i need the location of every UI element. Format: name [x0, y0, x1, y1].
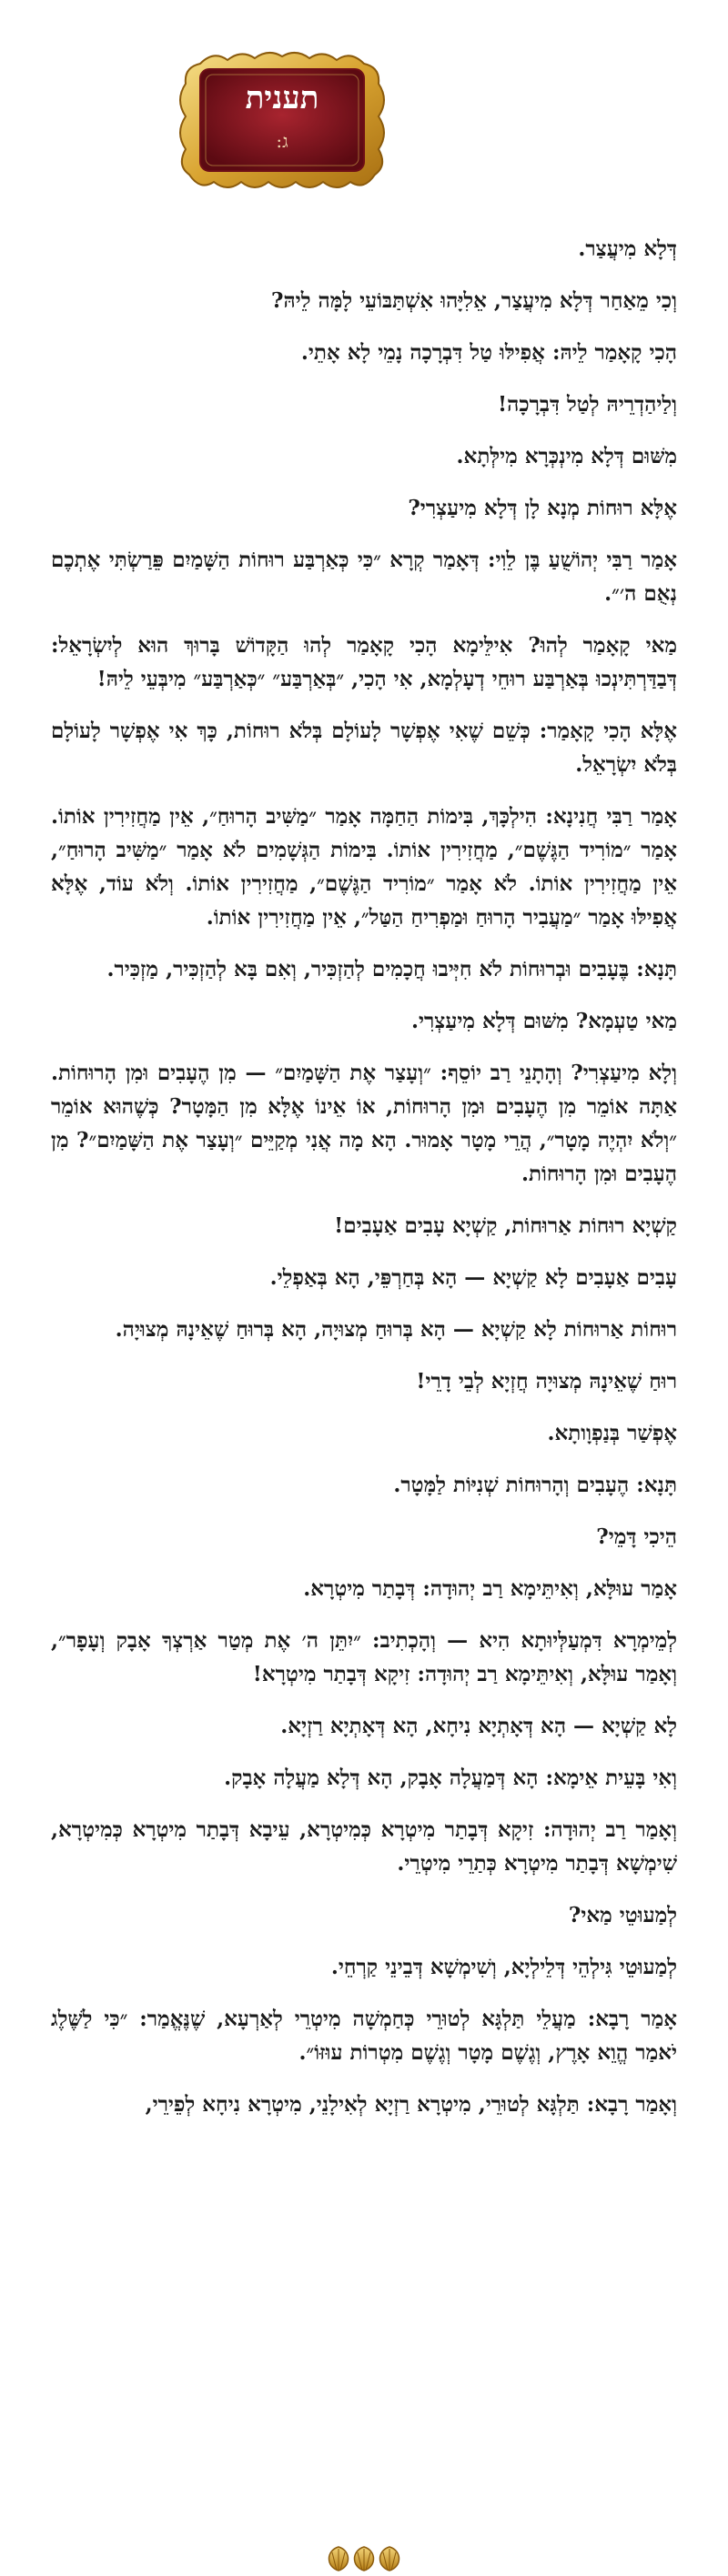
paragraph: אָמַר רַבִּי יְהוֹשֻׁעַ בֶּן לֵוִי: דְּאָמַר קְרָא ״כִּי כְּאַרְבַּע רוּחוֹת הַשָּׁמַיִם פֵּרַשְׂתִּי אֶתְכֶם נְאֻם ה׳״. [51, 548, 677, 606]
paragraph: אָמַר רַבִּי חֲנִינָא: הִילְכָּךְ, בִּימוֹת הַחַמָּה אָמַר ״מַשִּׁיב הָרוּחַ״, אֵין מַחֲזִירִין אוֹתוֹ. אָמַר ״מוֹרִיד הַגֶּשֶׁם״, מַחֲזִירִין אוֹתוֹ. בִּימוֹת הַגְּשָׁמִים לֹא אָמַר ״מַשִּׁיב הָרוּחַ״, אֵין מַחֲזִירִין אוֹתוֹ. לֹא אָמַר ״מוֹרִיד הַגֶּשֶׁם״, מַחֲזִירִין אוֹתוֹ. וְלֹא עוֹד, אֶלָּא אֲפִילּוּ אָמַר ״מַעֲבִיר הָרוּחַ וּמַפְרִיחַ הַטַּל״, אֵין מַחֲזִירִין אוֹתוֹ. [51, 804, 677, 930]
paragraph: קַשְׁיָא רוּחוֹת אַרוּחוֹת, קַשְׁיָא עָבִים אַעָבִים! [334, 1213, 677, 1238]
paragraph: לָא קַשְׁיָא — הָא דְּאָתְיָא נִיחָא, הָא דְּאָתְיָא רַזְיָא. [280, 1714, 677, 1738]
paragraph: אָמַר רָבָא: מַעֲלֵי תַּלְגָּא לְטוּרֵי כְּחַמְשָׁה מִיטְרֵי לְאַרְעָא, שֶׁנֶּאֱמַר: ״כִּי לַשֶּׁלֶג יֹאמַר הֱוֵא אָרֶץ, וְגֶשֶׁם מָטָר וְגֶשֶׁם מִטְרוֹת עוּזּוֹ״. [51, 2007, 677, 2065]
paragraph: הֵיכִי דָּמֵי? [596, 1524, 677, 1549]
page-reference: ג: [276, 130, 288, 152]
paragraph: תָּנָא: בֶּעָבִים וּבְרוּחוֹת לֹא חִיְּיבוּ חֲכָמִים לְהַזְכִּיר, וְאִם בָּא לְהַזְכִּיר, מַזְכִּיר. [106, 957, 677, 981]
paragraph: וְאָמַר רַב יְהוּדָה: זִיקָא דְּבָתַר מִיטְרָא כְּמִיטְרָא, עֵיבָא דְּבָתַר מִיטְרָא כְּמִיטְרָא, שִׁימְשָׁא דְּבָתַר מִיטְרָא כְּתַרֵי מִיטְרֵי. [51, 1817, 677, 1876]
paragraph: רוּחוֹת אַרוּחוֹת לָא קַשְׁיָא — הָא בְּרוּחַ מְצוּיָה, הָא בְּרוּחַ שֶׁאֵינָהּ מְצוּיָה. [115, 1317, 677, 1342]
paragraph: אֶפְשַׁר בְּנַפְוָותָא. [547, 1421, 677, 1445]
paragraph: וְלָא מִיעַצְרִי? וְהָתָנֵי רַב יוֹסֵף: ״וְעָצַר אֶת הַשָּׁמַיִם״ — מִן הֶעָבִים וּמִן הָרוּחוֹת. אַתָּה אוֹמֵר מִן הֶעָבִים וּמִן הָרוּחוֹת, אוֹ אֵינוֹ אֶלָּא מִן הַמָּטָר? כְּשֶׁהוּא אוֹמֵר ״וְלֹא יִהְיֶה מָטָר״, הֲרֵי מָטָר אָמוּר. הָא מָה אֲנִי מְקַיֵּים ״וְעָצַר אֶת הַשָּׁמַיִם״? מִן הֶעָבִים וּמִן הָרוּחוֹת. [51, 1061, 677, 1186]
paragraph: וְלַיהַדְרֵיהּ לְטַל דִּבְרָכָה! [498, 392, 677, 417]
paragraph: אָמַר עוּלָּא, וְאִיתֵּימָא רַב יְהוּדָה: דְּבָתַר מִיטְרָא. [303, 1576, 677, 1601]
paragraph: לְמַעוּטֵי גִּילְהֵי דְּלֵילְיָא, וְשִׁימְשָׁא דְּבֵינֵי קַרְחֵי. [330, 1955, 677, 1979]
shell-ornament-icon [0, 2540, 728, 2576]
paragraph: וְאִי בָּעֵית אֵימָא: הָא דְּמַעֲלָה אָבָק, הָא דְּלָא מַעֲלָה אָבָק. [224, 1766, 677, 1790]
talmud-text [51, 232, 677, 2139]
paragraph: דְּלָא מִיעֲצַר. [578, 236, 677, 261]
paragraph: מִשּׁוּם דְּלָא מִינְכְּרָא מִילְּתָא. [456, 444, 677, 468]
paragraph: הָכִי קָאָמַר לֵיהּ: אֲפִילּוּ טַל דִּבְרָכָה נָמֵי לָא אָתֵי. [300, 340, 677, 365]
paragraph: רוּחַ שֶׁאֵינָהּ מְצוּיָה חֲזְיָא לְבֵי דָרֵי! [416, 1369, 677, 1394]
paragraph: וְכִי מֵאַחַר דְּלָא מִיעֲצַר, אֵלִיָּהוּ אִשְׁתַּבּוֹעֵי לָמָּה לֵיהּ? [270, 288, 677, 313]
paragraph: תָּנָא: הֶעָבִים וְהָרוּחוֹת שְׁנִיּוֹת לַמָּטָר. [393, 1473, 677, 1497]
paragraph: מַאי קָאָמַר לְהוּ? אִילֵּימָא הָכִי קָאָמַר לְהוּ הַקָּדוֹשׁ בָּרוּךְ הוּא לְיִשְׂרָאֵל: דְּבַדַּרְתִּינְכוּ בְּאַרְבַּע רוּחֵי דְעָלְמָא, אִי הָכִי, ״בְּאַרְבַּע״ ״כְּאַרְבַּע״ מִיבְּעֵי לֵיהּ! [51, 633, 677, 691]
ornamental-frame [173, 45, 391, 196]
footer-ornament [0, 2540, 728, 2576]
title-banner [173, 45, 391, 196]
paragraph: אֶלָּא רוּחוֹת מְנָא לָן דְּלָא מִיעַצְרִי? [408, 496, 677, 520]
paragraph: מַאי טַעְמָא? מִשּׁוּם דְּלָא מִיעַצְרִי. [410, 1009, 677, 1033]
paragraph: לְמַעוּטֵי מַאי? [568, 1903, 677, 1927]
paragraph: אֶלָּא הָכִי קָאָמַר: כְּשֵׁם שֶׁאִי אֶפְשָׁר לָעוֹלָם בְּלֹא רוּחוֹת, כָּךְ אִי אֶפְשָׁר לָעוֹלָם בְּלֹא יִשְׂרָאֵל. [51, 719, 677, 777]
paragraph: עָבִים אַעָבִים לָא קַשְׁיָא — הָא בְּחַרְפֵּי, הָא בְּאַפְלֵי. [269, 1265, 677, 1290]
tractate-title: תענית [245, 80, 319, 116]
paragraph: לְמֵימְרָא דִּמְעַלְּיוּתָא הִיא — וְהָכְתִיב: ״יִתֵּן ה׳ אֶת מְטַר אַרְצְךָ אָבָק וְעָפָר״, וְאָמַר עוּלָּא, וְאִיתֵּימָא רַב יְהוּדָה: זִיקָא דְּבָתַר מִיטְרָא! [51, 1628, 677, 1686]
paragraph: וְאָמַר רָבָא: תַּלְגָּא לְטוּרֵי, מִיטְרָא רַזְיָא לְאִילָנֵי, מִיטְרָא נִיחָא לְפֵירֵי, [145, 2092, 677, 2117]
